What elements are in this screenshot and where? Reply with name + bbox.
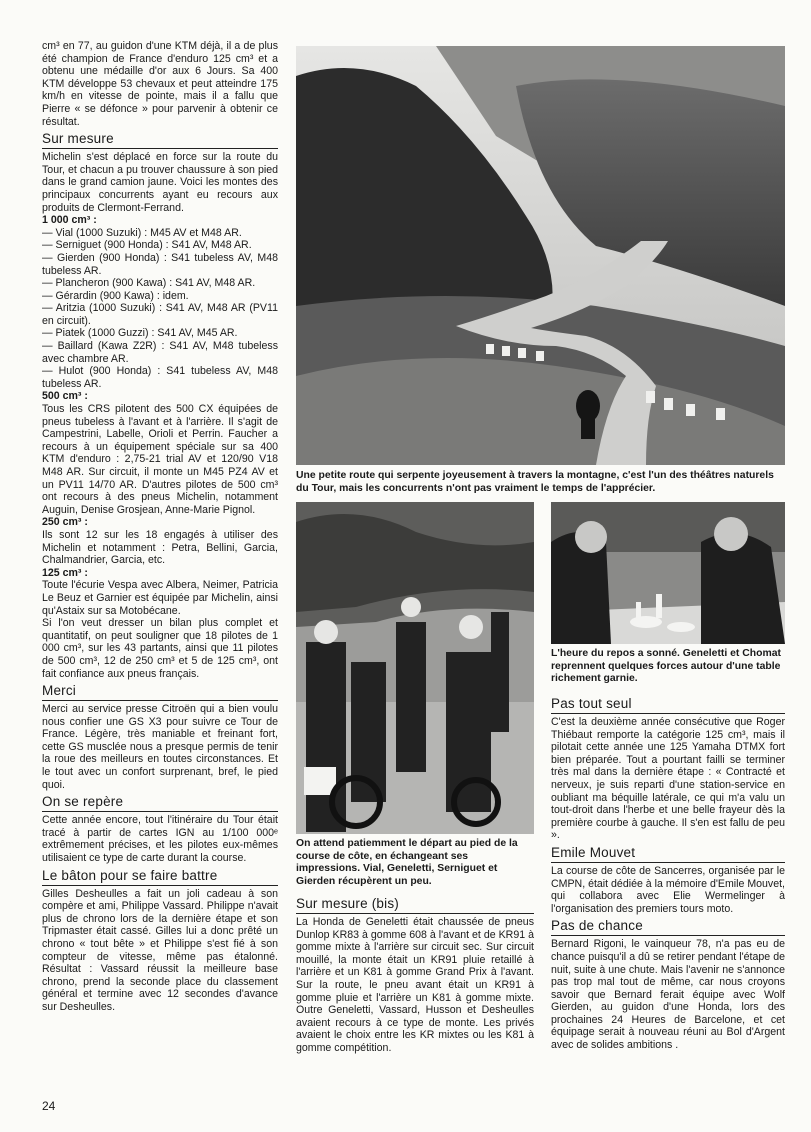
list-item: — Vial (1000 Suzuki) : M45 AV et M48 AR. <box>42 226 242 239</box>
column-1 <box>42 40 278 1014</box>
subheading-1000: 1 000 cm³ : <box>42 214 97 227</box>
paragraph-pas-de-chance: Bernard Rigoni, le vainqueur 78, n'a pas eu de chance puisqu'il a dû se retirer pendant l'étape de nuit, suite à une chute. Mais l'avenir ne s'annonce pas trop mal tout de même, car nous croyons savoir que Bernard ferait équipe avec Wolf Gierden, au guidon d'une Honda, lors des prochaines 24 Heures de Barcelone, et cet équipage serait à nouveau réuni au Bol d'Argent avec de solides ambitions . <box>551 938 785 1052</box>
list-item: — Plancheron (900 Kawa) : S41 AV, M48 AR. <box>42 277 256 290</box>
heading-sur-mesure-bis: Sur mesure (bis) <box>296 896 534 914</box>
paragraph-500: Tous les CRS pilotent des 500 CX équipées de pneus tubeless à l'avant et à l'arrière. Il s'agit de Campestrini, Labelle, Orioli et Perrin. Faucher a recours à un équipement spéciale sur sa 400 KTM d'enduro : 2,75-21 trial AV et 120/90 V18 M48 AR. Sur circuit, il monte un M45 PZ4 AV et un PV11 14/70 AR. D'autres pilotes de 500 cm³ ont recours à des pneus Michelin, notamment Auguin, Denise Grosjean, Anne-Marie Pignol. <box>42 403 278 516</box>
subheading-500: 500 cm³ : <box>42 390 88 403</box>
sur-mesure-intro: Michelin s'est déplacé en force sur la route du Tour, et chacun a pu trouver chaussure à son pied dans le grand camion jaune. Voici les montes des principaux concurrents ayant eu recours aux produits de Clermont-Ferrand. <box>42 151 278 214</box>
caption-mountain-road: Une petite route qui serpente joyeusement à travers la montagne, c'est l'un des théâtres naturels du Tour, mais les concurrents n'ont pas vraiment le temps de l'apprécier. <box>296 470 774 494</box>
rest-table-illustration <box>551 502 785 644</box>
intro-paragraph: cm³ en 77, au guidon d'une KTM déjà, il a de plus été champion de France d'enduro 125 cm³ et a obtenu une médaille d'or aux 6 Jours. Sa 400 KTM développe 53 chevaux et peut atteindre 175 km/h en vitesse de pointe, mais il a fallu que Pierre « se défonce » pour parvenir à obtenir ce résultat. <box>42 40 278 128</box>
column-2 <box>296 893 534 1055</box>
list-item: — Gérardin (900 Kawa) : idem. <box>42 289 189 302</box>
column-3 <box>551 693 785 1052</box>
heading-pas-tout-seul: Pas tout seul <box>551 696 785 714</box>
paragraph-le-baton: Gilles Desheulles a fait un joli cadeau à son compère et ami, Philippe Vassard. Philippe n'avait plus de chrono lors de la dernière étape et son Tripmaster était cassé. Gilles lui a donc prêté un chrono « tout bête » et Philippe s'est fié à son compteur de vitesse, même pas étalonné. Résultat : Vassard réussit la meilleure base chrono, prend la seconde place du classement général et termine avec 12 secondes d'avance sur Desheulles. <box>42 887 278 1013</box>
paragraph-on-se-repere: Cette année encore, tout l'itinéraire du Tour était tracé à partir de cartes IGN au 1/100 000ᵉ extrêmement précises, et les pilotes eux-mêmes utilisaient ce type de carte durant la course. <box>42 814 278 865</box>
paragraph-bilan: Si l'on veut dresser un bilan plus complet et quantitatif, on peut souligner que 18 pilotes de 1 000 cm³, sur les 43 partants, ainsi que 11 pilotes de 500 cm³, 12 de 250 cm³ et 5 de 125 cm³, ont fait confiance aux pneus français. <box>42 617 278 680</box>
photo-bikes-start <box>296 502 534 834</box>
paragraph-sur-mesure-bis: La Honda de Geneletti était chaussée de pneus Dunlop KR83 à gomme 608 à l'avant et de KR91 à gomme mixte à l'arrière sur circuit sec. Sur circuit mouillé, la monte était un KR91 pluie retaillé à l'arrière et un K81 à gomme Grand Prix à l'avant. Sur la route, le pneu avant était un KR91 à gomme pluie et l'arrière un K81 à gomme mixte. Outre Geneletti, Vassard, Husson et Desheulles avaient recours à ce type de monte. Les privés avaient le choix entre les KR mixtes ou les K81 à gomme compétition. <box>296 916 534 1054</box>
heading-merci: Merci <box>42 683 278 701</box>
subheading-125: 125 cm³ : <box>42 566 88 579</box>
paragraph-merci: Merci au service presse Citroën qui a bien voulu nous confier une GS X3 pour suivre ce Tour de France. Légère, très maniable et freinant fort, cette GS musclée nous a presque permis de tenir la roue des meilleurs en toutes circonstances. Et le tout avec un confort surprenant, bref, le pied quoi. <box>42 703 278 791</box>
list-item: — Aritzia (1000 Suzuki) : S41 AV, M48 AR (PV11 en circuit). <box>42 302 278 327</box>
list-item: — Gierden (900 Honda) : S41 tubeless AV, M48 tubeless AR. <box>42 251 278 277</box>
caption-rest-table: L'heure du repos a sonné. Geneletti et Chomat reprennent quelques forces autour d'une table richement garnie. <box>551 648 781 685</box>
heading-sur-mesure: Sur mesure <box>42 131 278 149</box>
paragraph-emile-mouvet: La course de côte de Sancerres, organisée par le CMPN, était dédiée à la mémoire d'Emile Mouvet, qui collabora avec Elie Wermelinger à l'organisation des premiers tours moto. <box>551 864 786 915</box>
list-item: — Baillard (Kawa Z2R) : S41 AV, M48 tubeless avec chambre AR. <box>42 340 278 365</box>
list-item: — Hulot (900 Honda) : S41 tubeless AV, M48 tubeless AR. <box>42 365 278 390</box>
list-item: — Piatek (1000 Guzzi) : S41 AV, M45 AR. <box>42 327 238 340</box>
photo-rest-table <box>551 502 785 644</box>
caption-bikes-start: On attend patiemment le départ au pied de la course de côte, en échangeant ses impressions. Vial, Geneletti, Serniguet et Gierden récupèrent un peu. <box>296 838 518 887</box>
mountain-road-illustration <box>296 46 785 465</box>
list-item: — Serniguet (900 Honda) : S41 AV, M48 AR. <box>42 239 252 252</box>
bikes-start-illustration <box>296 502 534 834</box>
paragraph-pas-tout-seul: C'est la deuxième année consécutive que Roger Thiébaut remporte la catégorie 125 cm³, mais il pilotait cette année une 125 Yamaha DTMX fort bien préparée. Tout a pourtant failli se terminer très mal dans la dernière étape : « Contracté et nerveux, je suis reparti d'une station-service en oubliant ma béquille latérale, ce qui m'a valu un tout-droit dans l'herbe et une belle frayeur dès la première courbe à gauche. Il s'en est fallu de peu ». <box>551 716 785 842</box>
heading-emile-mouvet: Emile Mouvet <box>551 845 785 863</box>
heading-pas-de-chance: Pas de chance <box>551 918 785 936</box>
subheading-250: 250 cm³ : <box>42 516 88 529</box>
paragraph-125: Toute l'écurie Vespa avec Albera, Neimer, Patricia Le Beuz et Garnier est équipée par Michelin, ainsi qu'Astaix sur sa Motobécane. <box>42 579 278 617</box>
photo-mountain-road <box>296 46 785 465</box>
heading-le-baton: Le bâton pour se faire battre <box>42 868 278 886</box>
page-number: 24 <box>42 1099 56 1113</box>
paragraph-250: Ils sont 12 sur les 18 engagés à utiliser des Michelin et notamment : Petra, Bellini, Garcia, Chalmandrier, Garcia, etc. <box>42 528 278 567</box>
heading-on-se-repere: On se repère <box>42 794 278 812</box>
